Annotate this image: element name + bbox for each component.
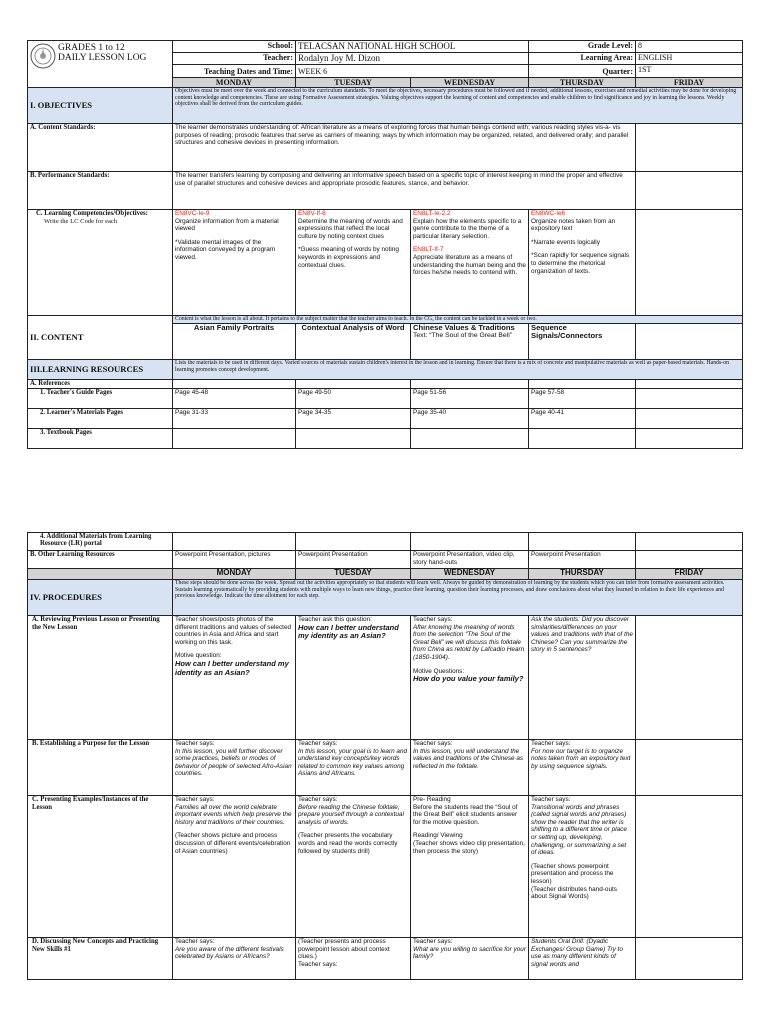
proc-text: (Teacher shows video clip presentation, then process the story): [413, 839, 525, 855]
other-resources-wed: Powerpoint Presentation, video clip, story hand-outs: [411, 551, 529, 569]
procedure-a-tue: [296, 616, 411, 740]
other-resources-thu: Powerpoint Presentation: [529, 551, 636, 569]
resources-note: Lists the materials to be used in different days. Varied sources of materials sustain children's interest in the lesson and in learning. Ensure that there is a mix of concrete and manipulative materials as well as paper-based materials. Hands-on learning promotes concept development.: [173, 360, 743, 380]
proc-text: Teacher ask this question:: [298, 616, 372, 623]
proc-text: For now our target is to organize notes taken from an expository text by using sequence signals.: [531, 747, 631, 770]
proc-text: Families all over the world celebrate important events which help preserve the history and traditions of their countries.: [175, 803, 292, 826]
teacher-says: Teacher says:: [175, 796, 215, 803]
proc-question: How can I better understand my identity as an Asian?: [175, 658, 289, 677]
lesson-log-table-page1: [27, 40, 743, 449]
proc-text: In this lesson, you will understand the values and traditions of the Chinese as reflected in the folktale.: [413, 747, 524, 770]
grade-value: 8: [636, 41, 743, 53]
empty-cell: [636, 938, 743, 980]
procedure-c-wed: [411, 796, 529, 938]
procedure-d-label: D. Discussing New Concepts and Practicing New Skills #1: [28, 938, 173, 980]
teacher-says: Teacher says:: [298, 960, 338, 968]
competency-monday: [173, 210, 296, 316]
proc-text: Before reading the Chinese folktale, prepare yourself through a contextual analysis of words.: [298, 803, 404, 826]
content-wed-text: Text: “The Soul of the Great Bell”: [413, 332, 512, 339]
day-monday: MONDAY: [173, 569, 296, 580]
lc-code: EN8VC-Ie-9: [175, 210, 210, 217]
quarter-value: 1ST: [636, 65, 743, 78]
day-thursday: THURSDAY: [529, 78, 636, 88]
proc-text: In this lesson, you will further discover some practices, beliefs or modes of behavior of people of selected Afro-Asian countries.: [175, 747, 292, 778]
lc-text: *Scan rapidly for sequence signals to determine the rhetorical organization of texts.: [531, 252, 630, 275]
form-title-line1: GRADES 1 to 12: [58, 43, 125, 53]
logo-cell: [28, 41, 173, 88]
grade-label: Grade Level:: [529, 41, 636, 53]
school-value: TELACSAN NATIONAL HIGH SCHOOL: [296, 41, 529, 53]
content-tuesday: Contextual Analysis of Word: [296, 324, 411, 360]
proc-text: (Teacher presents the vocabulary words and read the words correctly followed by students drill): [298, 832, 398, 855]
empty-cell: [636, 124, 743, 172]
lm-pages-wed: Page 35-40: [411, 408, 529, 428]
dates-label: Teaching Dates and Time:: [173, 65, 296, 78]
empty-cell: [636, 551, 743, 569]
other-resources-mon: Powerpoint Presentation, pictures: [173, 551, 296, 569]
empty-cell: [636, 740, 743, 796]
empty-cell: [411, 533, 529, 551]
proc-question: How do you value your family?: [413, 674, 524, 684]
procedure-b-wed: [411, 740, 529, 796]
tg-pages-wed: Page 51-56: [411, 388, 529, 408]
empty-cell: [296, 428, 411, 448]
textbook-pages-label: 3. Textbook Pages: [28, 428, 173, 448]
empty-cell: [636, 380, 743, 389]
content-title: II. CONTENT: [28, 316, 173, 360]
tg-pages-label: 1. Teacher's Guide Pages: [28, 388, 173, 408]
empty-cell: [173, 533, 296, 551]
empty-cell: [529, 380, 636, 389]
teacher-says: Teacher says:: [413, 938, 453, 945]
other-resources-tue: Powerpoint Presentation: [296, 551, 411, 569]
content-note: Content is what the lesson is all about. It pertains to the subject matter that the teacher aims to teach. In the CG, the content can be tackled in a week or two.: [173, 316, 743, 324]
quarter-label: Quarter:: [529, 65, 636, 78]
lc-code: EN8WC-Ie6: [531, 210, 566, 217]
tg-pages-tue: Page 49-50: [296, 388, 411, 408]
teacher-label: Teacher:: [173, 53, 296, 65]
procedure-a-wed: [411, 616, 529, 740]
empty-cell: [529, 428, 636, 448]
empty-cell: [173, 380, 296, 389]
empty-cell: [636, 408, 743, 428]
proc-text: (Teacher shows powerpoint presentation and process the lesson): [531, 862, 614, 885]
lm-pages-label: 2. Learner's Materials Pages: [28, 408, 173, 428]
empty-cell: [636, 428, 743, 448]
procedure-d-mon: [173, 938, 296, 980]
procedure-c-tue: [296, 796, 411, 938]
empty-cell: [636, 210, 743, 316]
empty-cell: [28, 569, 173, 580]
teacher-value: Rodalyn Joy M. Dizon: [296, 53, 529, 65]
area-value: ENGLISH: [636, 53, 743, 65]
empty-cell: [173, 428, 296, 448]
objectives-title: I. OBJECTIVES: [28, 88, 173, 124]
day-thursday: THURSDAY: [529, 569, 636, 580]
teacher-says: Teacher says:: [298, 740, 338, 747]
lesson-log-table-page2: [27, 532, 743, 980]
proc-text: Teacher says:: [413, 616, 453, 623]
content-wed-title: Chinese Values & Traditions: [413, 323, 515, 332]
competencies-label: C. Learning Competencies/Objectives:: [36, 210, 148, 217]
teacher-says: Teacher says:: [175, 938, 215, 945]
day-wednesday: WEDNESDAY: [411, 78, 529, 88]
tg-pages-mon: Page 45-48: [173, 388, 296, 408]
lc-text: Explain how the elements specific to a genre contribute to the theme of a particular literary selection.: [413, 217, 522, 240]
day-tuesday: TUESDAY: [296, 78, 411, 88]
content-wednesday: [411, 324, 529, 360]
resources-title: III.LEARNING RESOURCES: [28, 360, 173, 380]
lc-code: EN8LT-If-7: [413, 246, 444, 254]
procedure-d-tue: [296, 938, 411, 980]
empty-cell: [296, 533, 411, 551]
day-monday: MONDAY: [173, 78, 296, 88]
content-monday: Asian Family Portraits: [173, 324, 296, 360]
content-standards-text: The learner demonstrates understanding of: African literature as a means of exploring forces that human beings contend with; various reading styles vis-a- vis purposes of reading; prosodic features that serve as carriers of meaning; ways by which information may be organized, related, and delivered orally; and parallel structures and cohesive devices in presenting information.: [173, 124, 636, 172]
proc-text: Transitional words and phrases (called signal words and phrases) show the reader that the writer is shifting to a different time or place or setting up, developing, challenging, or summarizing a set of ideas.: [531, 803, 627, 857]
proc-question: How can I better understand my identity as an Asian?: [298, 622, 399, 641]
empty-cell: [296, 380, 411, 389]
teacher-says: Teacher says:: [413, 740, 453, 747]
procedure-d-thu: Students Oral Drill: (Dyadic Exchanges/ Group Game) Try to use as many different kinds of signal words and: [529, 938, 636, 980]
empty-cell: [411, 428, 529, 448]
procedure-d-wed: [411, 938, 529, 980]
day-wednesday: WEDNESDAY: [411, 569, 529, 580]
proc-text: Reading/ Viewing: [413, 832, 463, 840]
other-resources-label: B. Other Learning Resources: [28, 551, 173, 569]
objectives-note: Objectives must be meet over the week and connected to the curriculum standards. To meet the objectives, necessary procedures must be followed and if needed, additional lessons, exercises and remedial activities may be done for developing content knowledge and competencies. These are using Formative Assessment strategies. Valuing objectives support the learning of content and competencies and enable children to find significance and joy in learning the lessons. Weekly objectives shall be derived from the curriculum guides.: [173, 88, 743, 124]
area-label: Learning Area:: [529, 53, 636, 65]
lc-text: *Guess meaning of words by noting keywords in expressions and contextual clues.: [298, 246, 399, 269]
performance-standards-label: B. Performance Standards:: [28, 172, 173, 210]
procedure-a-label: A. Reviewing Previous Lesson or Presenting the New Lesson: [28, 616, 173, 740]
lc-text: Determine the meaning of words and expressions that reflect the local culture by noting context clues: [298, 217, 403, 240]
procedure-b-label: B. Establishing a Purpose for the Lesson: [28, 740, 173, 796]
additional-materials-label: 4. Additional Materials from Learning Resource (LR) portal: [28, 533, 173, 551]
content-standards-label: A. Content Standards:: [28, 124, 173, 172]
lc-code: EN8V-If-6: [298, 210, 326, 217]
proc-text: Before the students read the “Soul of the Great Bell” elicit students answer for the motive question.: [413, 803, 518, 826]
competencies-sub: Write the LC Code for each: [44, 217, 118, 225]
tg-pages-thu: Page 57-58: [529, 388, 636, 408]
proc-text: (Teacher distributes hand-outs about Signal Words): [531, 885, 617, 901]
proc-text: Motive Questions:: [413, 667, 465, 675]
procedure-a-thu: Ask the students: Did you discover similarities/differences on your values and traditions with that of the Chinese? Can you summarize the story in 5 sentences?: [529, 616, 636, 740]
proc-text: Are you aware of the different festivals celebrated by Asians or Africans?: [175, 945, 284, 961]
procedure-b-mon: [173, 740, 296, 796]
references-label: A. References: [28, 380, 173, 389]
lc-text: Organize information from a material viewed: [175, 217, 279, 233]
procedure-c-thu: [529, 796, 636, 938]
lc-text: *Narrate events logically: [531, 238, 600, 246]
competencies-label-cell: [28, 210, 173, 316]
day-friday: FRIDAY: [636, 78, 743, 88]
competency-wednesday: [411, 210, 529, 316]
empty-cell: [636, 616, 743, 740]
lc-text: *Validate mental images of the information conveyed by a program viewed.: [175, 238, 276, 261]
lc-text: Organize notes taken from an expository text: [531, 217, 616, 233]
empty-cell: [411, 380, 529, 389]
school-label: School:: [173, 41, 296, 53]
proc-text: After knowing the meaning of words from the selection “The Soul of the Great Bell” we will discuss this folktale from China as retold by Lafcadio Hearn (1850-1904).: [413, 623, 525, 661]
procedures-title: IV. PROCEDURES: [28, 580, 173, 616]
deped-seal-icon: [30, 43, 56, 69]
empty-cell: [636, 796, 743, 938]
proc-text: In this lesson, your goal is to learn and understand key concepts/key words related to common key values among Asians and Africans.: [298, 747, 408, 778]
procedure-c-label: C. Presenting Examples/Instances of the Lesson: [28, 796, 173, 938]
empty-cell: [529, 533, 636, 551]
empty-cell: [636, 388, 743, 408]
procedure-c-mon: [173, 796, 296, 938]
empty-cell: [636, 533, 743, 551]
proc-text: Motive question:: [175, 652, 222, 660]
competency-tuesday: [296, 210, 411, 316]
dates-value: WEEK 6: [296, 65, 529, 78]
procedure-a-mon: [173, 616, 296, 740]
procedure-b-thu: [529, 740, 636, 796]
empty-cell: [636, 172, 743, 210]
teacher-says: Teacher says:: [531, 796, 571, 803]
empty-cell: [636, 324, 743, 360]
procedure-b-tue: [296, 740, 411, 796]
proc-text: Teacher shows/posts photos of the different traditions and values of selected countries in Asia and Africa and start working on this task.: [175, 616, 292, 646]
teacher-says: Teacher says:: [298, 796, 338, 803]
teacher-says: Teacher says:: [175, 740, 215, 747]
performance-standards-text: The learner transfers learning by composing and delivering an informative speech based on a specific topic of interest keeping in mind the proper and effective use of parallel structures and cohesive devices and appropriate prosodic features, stance, and behavior.: [173, 172, 636, 210]
teacher-says: Teacher says:: [531, 740, 571, 747]
day-friday: FRIDAY: [636, 569, 743, 580]
form-title-line2: DAILY LESSON LOG: [58, 53, 147, 63]
lm-pages-tue: Page 34-35: [296, 408, 411, 428]
lc-code: EN8LT-Ie-2.2: [413, 210, 451, 217]
lm-pages-mon: Page 31-33: [173, 408, 296, 428]
procedures-note: These steps should be done across the week. Spread out the activities appropriately so that students will learn well. Always be guided by demonstration of learning by the students which you can infer from formative assessment activities. Sustain learning systematically by providing students with multiple ways to learn new things, practice their learning, question their learning processes, and draw conclusions about what they learned in relation to their life experiences and previous knowledge. Indicate the time allotment for each step.: [173, 580, 743, 616]
proc-text: (Teacher shows picture and process discussion of different events/celebration of Asian countries): [175, 832, 291, 855]
proc-text: (Teacher presents and process powerpoint lesson about context clues.): [298, 938, 390, 961]
lm-pages-thu: Page 40-41: [529, 408, 636, 428]
content-thursday: Sequence Signals/Connectors: [529, 324, 636, 360]
lc-text: Appreciate literature as a means of understanding the human being and the forces he/she needs to contend with.: [413, 253, 526, 277]
competency-thursday: [529, 210, 636, 316]
proc-text: Pre- Reading: [413, 796, 451, 803]
day-tuesday: TUESDAY: [296, 569, 411, 580]
proc-text: What are you willing to sacrifice for your family?: [413, 945, 526, 961]
